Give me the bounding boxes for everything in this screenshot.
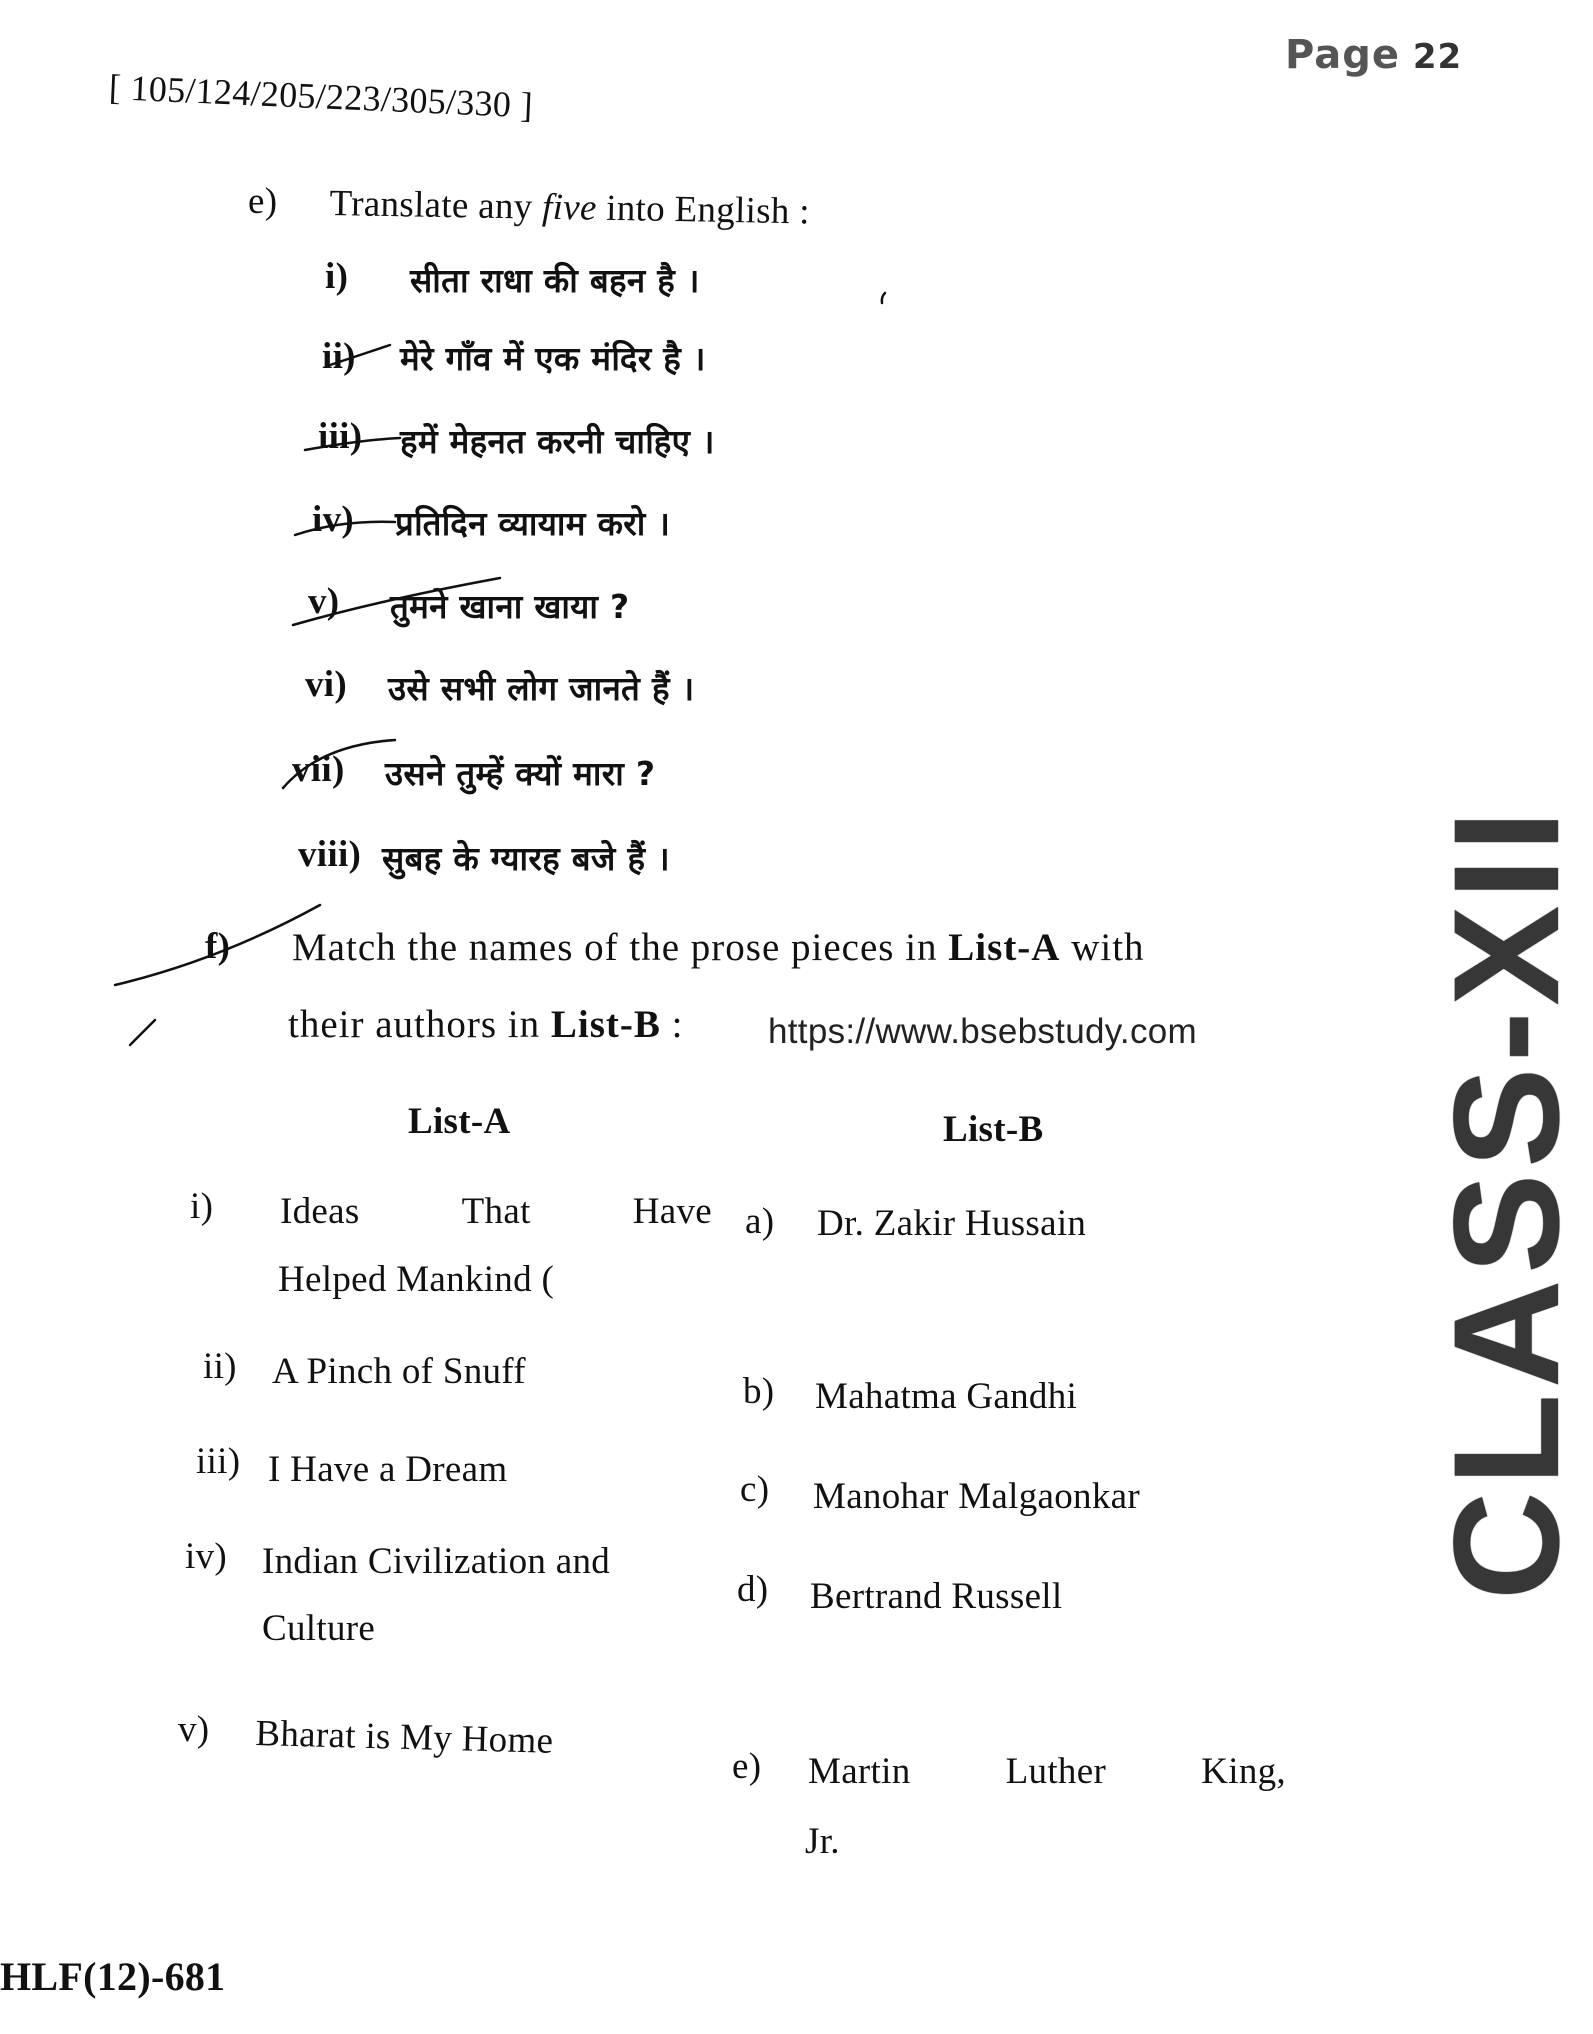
pen-tick-mark — [130, 1020, 155, 1045]
list-a-item — [280, 1190, 712, 1233]
list-a-label: ii) — [203, 1346, 237, 1387]
footer-code: HLF(12)-681 — [0, 1954, 226, 1999]
question-e-label: e) — [248, 181, 278, 222]
list-a-ref: List-A — [948, 926, 1061, 969]
page-word: Page — [1285, 32, 1400, 78]
list-a-item-line2: Culture — [262, 1608, 376, 1649]
list-b-item: Dr. Zakir Hussain — [817, 1203, 1087, 1244]
instruction-emphasis: five — [541, 186, 598, 229]
hindi-sentence: उसने तुम्हें क्यों मारा ? — [385, 754, 656, 793]
hindi-sentence: हमें मेहनत करनी चाहिए । — [400, 422, 715, 461]
item-label: vii) — [292, 749, 345, 790]
list-b-label: d) — [737, 1569, 769, 1610]
list-a-item: A Pinch of Snuff — [272, 1351, 526, 1392]
list-b-item-line2: Jr. — [805, 1821, 840, 1862]
item-label: ii) — [322, 336, 356, 377]
hindi-sentence: उसे सभी लोग जानते हैं । — [388, 669, 695, 708]
list-b-heading: List-B — [943, 1109, 1044, 1150]
list-a-item-line2: Helped Mankind ( — [278, 1259, 555, 1300]
text: : — [660, 1003, 684, 1046]
list-a-label: iv) — [185, 1536, 228, 1577]
website-url[interactable]: https://www.bsebstudy.com — [768, 1012, 1197, 1051]
hindi-sentence: सुबह के ग्यारह बजे हैं । — [382, 839, 670, 878]
item-label: iv) — [312, 499, 355, 540]
list-b-label: e) — [732, 1746, 762, 1787]
list-a-item: Bharat is My Home — [254, 1712, 554, 1762]
text: their authors in — [288, 1003, 551, 1046]
list-b-label: a) — [745, 1201, 775, 1242]
text: with — [1060, 926, 1145, 969]
question-e-instruction — [329, 182, 810, 233]
word: Luther — [1005, 1751, 1107, 1792]
list-a-label: v) — [178, 1709, 210, 1750]
question-f-label: f) — [205, 926, 231, 967]
item-label: vi) — [305, 664, 348, 705]
list-a-label: iii) — [196, 1441, 241, 1482]
word: Have — [632, 1191, 712, 1232]
text: Match the names of the prose pieces in — [292, 926, 949, 969]
item-label: i) — [325, 256, 349, 297]
question-f-line1 — [292, 925, 1145, 970]
list-b-item — [808, 1750, 1286, 1793]
list-b-label: b) — [743, 1371, 775, 1412]
word: Martin — [808, 1751, 911, 1792]
list-a-heading: List-A — [408, 1101, 511, 1142]
instruction-text: Translate any — [329, 182, 543, 228]
class-watermark: CLASS-XII — [1422, 804, 1590, 1600]
word: King, — [1201, 1751, 1286, 1792]
word: Ideas — [280, 1191, 360, 1232]
paper-code-header: [ 105/124/205/223/305/330 ] — [108, 66, 534, 126]
page-number — [1285, 32, 1462, 78]
list-b-label: c) — [740, 1469, 770, 1510]
list-a-item: Indian Civilization and — [262, 1541, 611, 1582]
item-label: iii) — [318, 416, 363, 457]
list-a-label: i) — [190, 1186, 214, 1227]
list-a-item: I Have a Dream — [268, 1449, 508, 1490]
item-label: viii) — [298, 834, 362, 875]
hindi-sentence: तुमने खाना खाया ? — [390, 587, 630, 626]
hindi-sentence: सीता राधा की बहन है । — [410, 261, 700, 300]
pen-tick-mark — [882, 293, 885, 303]
hindi-sentence: मेरे गाँव में एक मंदिर है । — [400, 339, 706, 378]
question-f-line2 — [288, 1002, 683, 1047]
hindi-sentence: प्रतिदिन व्यायाम करो । — [395, 504, 671, 543]
item-label: v) — [308, 581, 340, 622]
list-b-ref: List-B — [550, 1003, 661, 1046]
list-b-item: Mahatma Gandhi — [815, 1376, 1078, 1417]
instruction-text: into English : — [596, 187, 811, 233]
list-b-item: Manohar Malgaonkar — [813, 1476, 1140, 1517]
page-number-value: 22 — [1412, 37, 1463, 77]
word: That — [461, 1191, 531, 1232]
list-b-item: Bertrand Russell — [810, 1576, 1063, 1617]
